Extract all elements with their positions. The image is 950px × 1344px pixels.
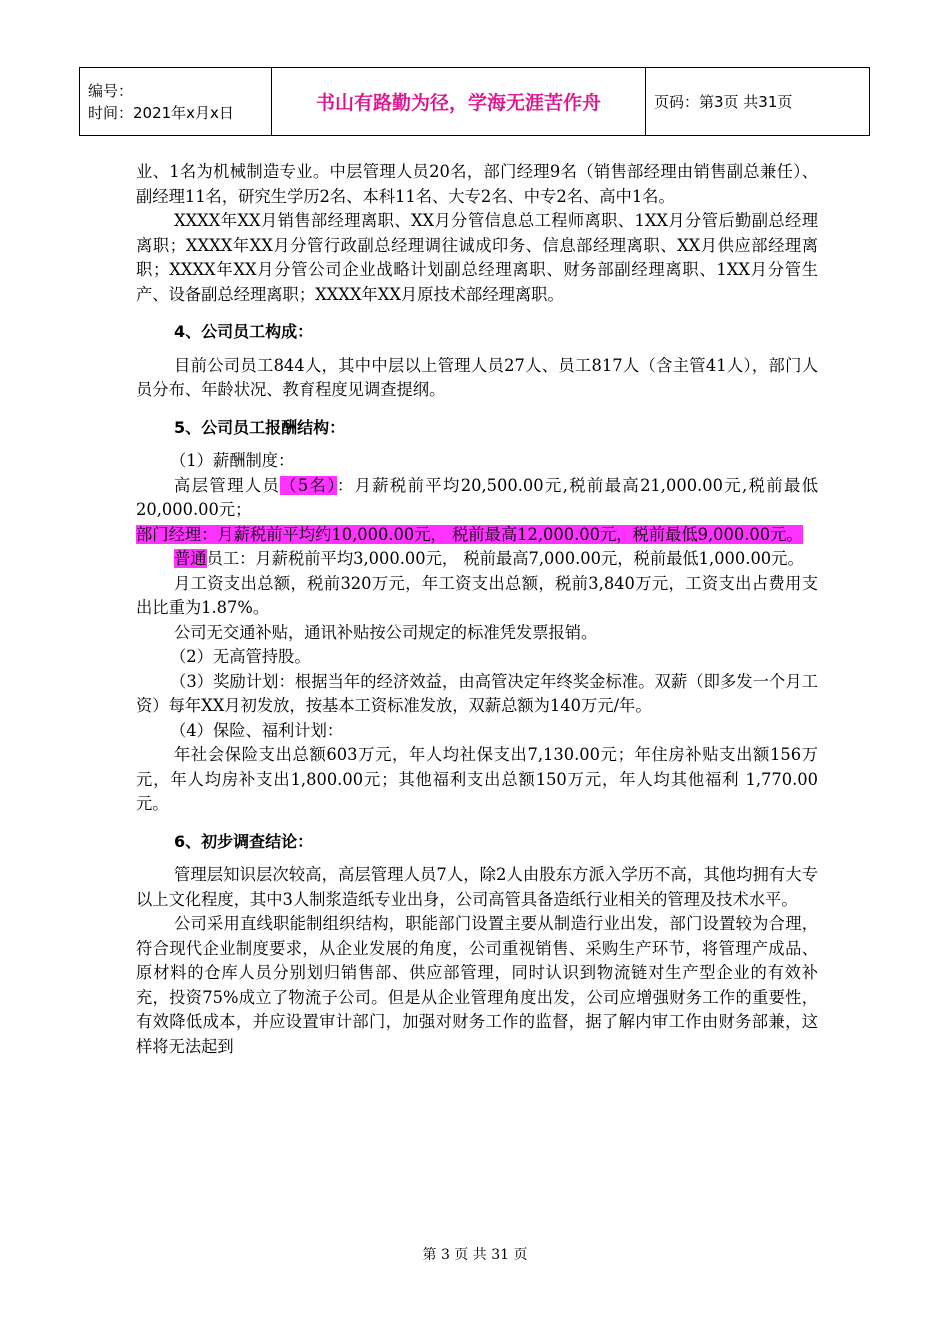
document-header: [79, 67, 870, 136]
heading-compensation-structure: 5、公司员工报酬结构：: [174, 417, 346, 437]
document-body: [136, 160, 818, 1059]
paragraph-management-knowledge: 管理层知识层次较高，高层管理人员7人，除2人由股东方派入学历不高，其他均拥有大专以上文化程度，其中3人制浆造纸专业出身，公司高管具备造纸行业相关的管理及技术水平。: [136, 865, 818, 909]
page-footer: 第 3 页 共 31 页: [422, 1247, 528, 1263]
paragraph-management-education: 业、1名为机械制造专业。中层管理人员20名，部门经理9名（销售部经理由销售副总兼任）、副经理11名，研究生学历2名、本科11名、大专2名、中专2名、高中1名。: [136, 162, 818, 206]
senior-salary-text: ：月薪税前平均20,500.00元,税前最高21,000.00元,税前最低20,000.00元；: [136, 475, 818, 519]
header-meta: [80, 68, 272, 136]
senior-label: 高层管理人员: [174, 475, 281, 495]
document-number-label: 编号：: [88, 81, 134, 100]
paragraph-bonus-plan: （3）奖励计划：根据当年的经济效益，由高管决定年终奖金标准。双薪（即多发一个月工资）每年XX月初发放，按基本工资标准发放，双薪总额为140万元/年。: [136, 671, 818, 715]
highlight-staff-label: 普通: [174, 549, 207, 568]
paragraph-manager-salary: [136, 523, 818, 548]
paragraph-senior-salary: [136, 474, 818, 523]
paragraph-staff-composition: 目前公司员工844人，其中中层以上管理人员27人、员工817人（含主管41人），部门人员分布、年龄状况、教育程度见调查提纲。: [136, 355, 818, 399]
highlight-manager-salary: 部门经理：月薪税前平均约10,000.00元， 税前最高12,000.00元，税前最低9,000.00元。: [136, 524, 803, 544]
document-date-label: 时间：2021年x月x日: [88, 103, 234, 122]
heading-staff-composition: 4、公司员工构成：: [174, 322, 314, 341]
subheading-no-share-holding: （2）无高管持股。: [170, 647, 311, 666]
subheading-salary-system: （1）薪酬制度：: [170, 451, 295, 470]
paragraph-staff-salary: [136, 547, 818, 572]
heading-preliminary-conclusion: 6、初步调查结论：: [174, 831, 314, 851]
paragraph-resignations: XXXX年XX月销售部经理离职、XX月分管信息总工程师离职、1XX月分管后勤副总经理离职；XXXX年XX月分管行政副总经理调往诚成印务、信息部经理离职、XX月供应部经理离职；XXXX年XX月分管公司企业战略计划副总经理离职、财务部副经理离职、1XX月分管生产、设备副总经理离职；XXXX年XX月原技术部经理离职。: [136, 211, 818, 304]
paragraph-allowances: 公司无交通补贴，通讯补贴按公司规定的标准凭发票报销。: [174, 622, 598, 642]
highlight-senior-count: （5名）: [280, 475, 337, 495]
subheading-insurance-welfare: （4）保险、福利计划：: [170, 720, 344, 740]
paragraph-wage-totals: 月工资支出总额，税前320万元，年工资支出总额，税前3,840万元，工资支出占费用支出比重为1.87%。: [136, 573, 818, 617]
staff-salary-text: 员工：月薪税前平均3,000.00元， 税前最高7,000.00元，税前最低1,000.00元。: [206, 549, 804, 568]
paragraph-organization-structure: 公司采用直线职能制组织结构，职能部门设置主要从制造行业出发，部门设置较为合理，符合现代企业制度要求，从企业发展的角度，公司重视销售、采购生产环节，将管理产成品、原材料的仓库人员分别划归销售部、供应部管理，同时认识到物流链对生产型企业的有效补充，投资75%成立了物流子公司。但是从企业管理角度出发，公司应增强财务工作的重要性，有效降低成本，并应设置审计部门，加强对财务工作的监督，据了解内审工作由财务部兼，这样将无法起到: [136, 914, 818, 1056]
header-motto: 书山有路勤为径，学海无涯苦作舟: [272, 68, 646, 136]
header-page-info: 页码：第3页 共31页: [646, 68, 870, 136]
paragraph-insurance-welfare: 年社会保险支出总额603万元，年人均社保支出7,130.00元；年住房补贴支出额156万元，年人均房补支出1,800.00元；其他福利支出总额150万元，年人均其他福利 1,770.00元。: [136, 745, 818, 813]
